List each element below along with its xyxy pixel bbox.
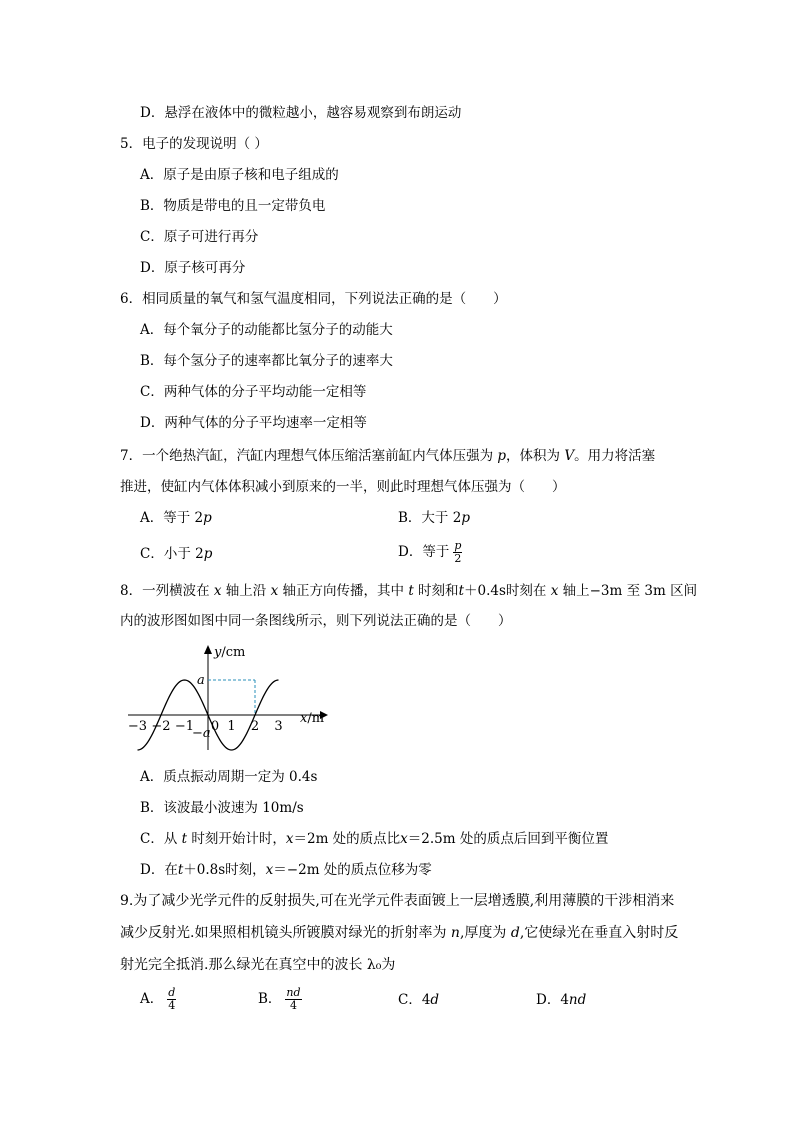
q4-option-d: D．悬浮在液体中的微粒越小，越容易观察到布朗运动: [140, 105, 462, 121]
y-axis-arrow: [204, 645, 212, 654]
q6-stem: 6．相同质量的氧气和氢气温度相同，下列说法正确的是（ ）: [120, 291, 507, 307]
q9-option-b: B． $\frac{nd}{4}$: [258, 986, 301, 1012]
q7-stem-line2: 推进，使缸内气体体积减小到原来的一半，则此时理想气体压强为（ ）: [120, 479, 566, 495]
q7-option-d-fraction: $\frac{p}{2}$: [454, 539, 462, 565]
q5-option-b: B．物质是带电的且一定带负电: [140, 198, 326, 214]
x-axis-label: x/m: [300, 711, 325, 726]
q5-option-d: D．原子核可再分: [140, 260, 246, 276]
tick-label: 0: [210, 719, 220, 734]
negative-amplitude-label: −a: [192, 726, 211, 741]
q8-option-b: B．该波最小波速为 10m/s: [140, 800, 304, 816]
q9-stem-line3: 射光完全抵消.那么绿光在真空中的波长 λ₀为: [120, 957, 396, 973]
q7-option-c: C．小于 2p: [140, 546, 213, 562]
q8-stem-line1: 8．一列横波在 x 轴上沿 x 轴正方向传播，其中 t 时刻和t＋0.4s时刻在 x 轴上−3m 至 3m 区间: [120, 583, 698, 599]
q5-option-a: A．原子是由原子核和电子组成的: [140, 167, 339, 183]
tick-label: −2: [151, 719, 171, 734]
q9-option-d: D．4nd: [536, 992, 587, 1008]
tick-label: 2: [250, 719, 260, 734]
q6-option-b: B．每个氢分子的速率都比氧分子的速率大: [140, 353, 393, 369]
tick-label: −3: [127, 719, 148, 734]
q6-option-d: D．两种气体的分子平均速率一定相等: [140, 415, 367, 431]
q7-option-d: D．等于 $\frac{p}{2}$: [398, 539, 462, 565]
tick-label: −1: [174, 719, 195, 734]
q6-option-a: A．每个氧分子的动能都比氢分子的动能大: [140, 322, 393, 338]
y-axis-label: y/cm: [214, 645, 246, 660]
q7-stem-line1: 7．一个绝热汽缸，汽缸内理想气体压缩活塞前缸内气体压强为 p，体积为 V。用力将活塞: [120, 448, 656, 464]
amplitude-label: a: [197, 673, 205, 688]
q5-option-c: C．原子可进行再分: [140, 229, 259, 245]
q8-wave-graph: [120, 640, 340, 755]
q9-stem-line1: 9.为了减少光学元件的反射损失,可在光学元件表面镀上一层增透膜,利用薄膜的干涉相消来: [120, 893, 675, 909]
q9-option-a: A． $\frac{d}{4}$: [140, 986, 176, 1012]
q8-stem-line2: 内的波形图如图中同一条图线所示，则下列说法正确的是（ ）: [120, 613, 512, 629]
q8-option-d: D．在t＋0.8s时刻，x＝−2m 处的质点位移为零: [140, 862, 432, 878]
q7-option-b: B．大于 2p: [398, 510, 470, 526]
q8-option-a: A．质点振动周期一定为 0.4s: [140, 769, 318, 785]
q9-option-a-fraction: $\frac{d}{4}$: [168, 986, 176, 1012]
q8-option-c: C．从 t 时刻开始计时，x＝2m 处的质点比x＝2.5m 处的质点后回到平衡位置: [140, 831, 609, 847]
tick-label: 1: [227, 719, 236, 734]
tick-label: 3: [274, 719, 283, 734]
q7-option-a: A．等于 2p: [140, 510, 212, 526]
q6-option-c: C．两种气体的分子平均动能一定相等: [140, 384, 367, 400]
q5-stem: 5．电子的发现说明（ ）: [120, 136, 268, 152]
q9-option-c: C．4d: [398, 992, 440, 1008]
q9-stem-line2: 减少反射光.如果照相机镜头所镀膜对绿光的折射率为 n,厚度为 d,它使绿光在垂直入射时反: [120, 925, 679, 941]
q9-option-b-fraction: $\frac{nd}{4}$: [286, 986, 301, 1012]
